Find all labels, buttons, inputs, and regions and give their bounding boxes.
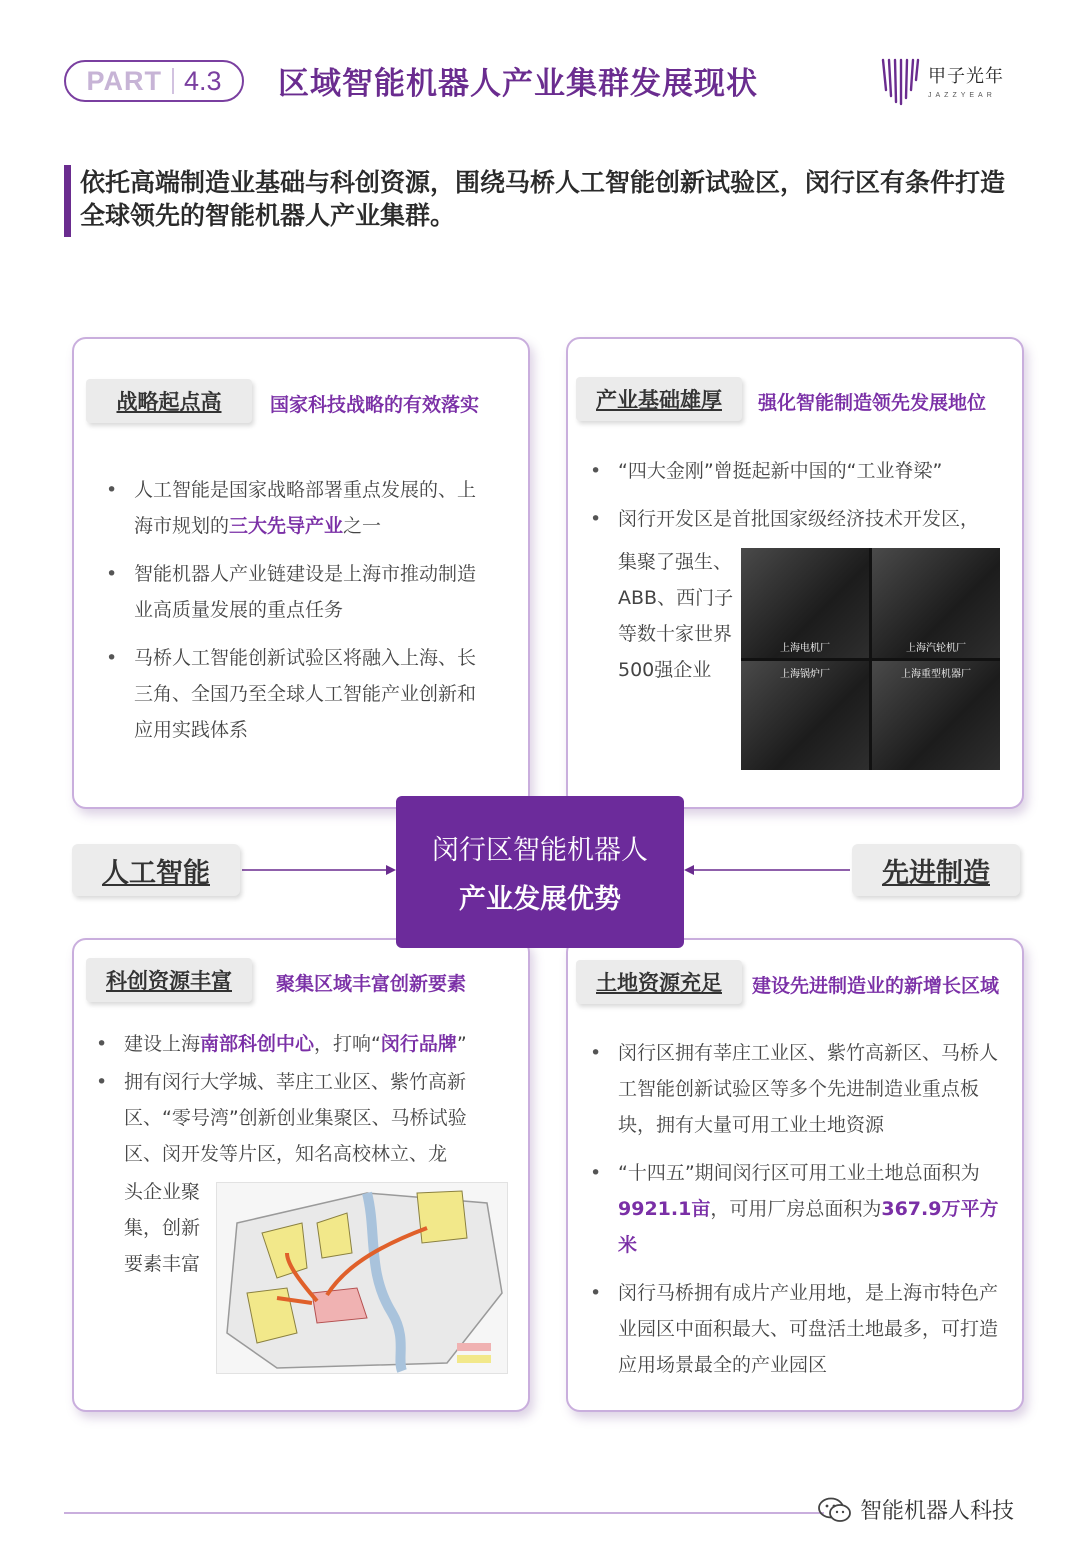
list-item: • “四大金刚”曾挺起新中国的“工业脊梁” bbox=[590, 453, 1010, 489]
page-title: 区域智能机器人产业集群发展现状 bbox=[278, 66, 758, 102]
innovation-tail-text: 头企业聚集，创新要素丰富 bbox=[124, 1181, 201, 1275]
list-item: • 智能机器人产业链建设是上海市推动制造业高质量发展的重点任务 bbox=[106, 556, 476, 628]
panel-subtitle: 聚集区域丰富创新要素 bbox=[276, 973, 467, 995]
list-item: • 马桥人工智能创新试验区将融入上海、长三角、全国乃至全球人工智能产业创新和应用实践体系 bbox=[106, 640, 476, 748]
panel-tag: 土地资源充足 bbox=[576, 960, 742, 1004]
list-item: • 闵行开发区是首批国家级经济技术开发区， bbox=[590, 501, 1010, 537]
highlight-text: 9921.1亩 bbox=[618, 1198, 711, 1220]
panel-bullets bbox=[96, 1026, 496, 1172]
brand-subtitle: JAZZYEAR bbox=[928, 92, 996, 99]
panel-tag: 科创资源丰富 bbox=[86, 958, 252, 1002]
panel-bullets bbox=[590, 1035, 1000, 1383]
photo-caption: 上海重型机器厂 bbox=[901, 668, 971, 680]
panel-subtitle: 强化智能制造领先发展地位 bbox=[758, 392, 987, 414]
highlight-text: 三大先导产业 bbox=[229, 515, 344, 537]
list-item: • “十四五”期间闵行区可用工业土地总面积为9921.1亩，可用厂房总面积为367.9万平方米 bbox=[590, 1155, 1000, 1263]
photo-caption: 上海汽轮机厂 bbox=[906, 642, 966, 654]
list-item: • 闵行马桥拥有成片产业用地，是上海市特色产业园区中面积最大、可盘活土地最多，可打造应用场景最全的产业园区 bbox=[590, 1275, 1000, 1383]
panel-subtitle: 建设先进制造业的新增长区域 bbox=[752, 975, 1000, 997]
photo-caption: 上海电机厂 bbox=[780, 642, 830, 654]
side-tag-ai: 人工智能 bbox=[72, 844, 240, 896]
panel-subtitle: 国家科技战略的有效落实 bbox=[270, 394, 480, 416]
part-label: PART bbox=[86, 65, 162, 96]
wechat-icon bbox=[818, 1497, 852, 1523]
center-title-line1: 闵行区智能机器人 bbox=[432, 835, 648, 866]
side-tag-manufacturing: 先进制造 bbox=[852, 844, 1020, 896]
panel-tag: 战略起点高 bbox=[86, 379, 252, 423]
list-item: • 闵行区拥有莘庄工业区、紫竹高新区、马桥人工智能创新试验区等多个先进制造业重点板块，拥有大量可用工业土地资源 bbox=[590, 1035, 1000, 1143]
highlight-text: 南部科创中心 bbox=[200, 1033, 315, 1055]
intro-text: 依托高端制造业基础与科创资源，围绕马桥人工智能创新试验区，闵行区有条件打造全球领先的智能机器人产业集群。 bbox=[80, 168, 1006, 230]
center-advantage-box bbox=[396, 796, 684, 948]
center-title-line2: 产业发展优势 bbox=[459, 884, 621, 915]
district-map-illustration bbox=[217, 1183, 507, 1373]
district-map bbox=[216, 1182, 508, 1374]
list-item: • 拥有闵行大学城、莘庄工业区、紫竹高新区、“零号湾”创新创业集聚区、马桥试验区、闵开发等片区，知名高校林立、龙 bbox=[96, 1064, 496, 1172]
list-item: • 人工智能是国家战略部署重点发展的、上海市规划的三大先导产业之一 bbox=[106, 472, 476, 544]
list-item: • 建设上海南部科创中心，打响“闵行品牌” bbox=[96, 1026, 496, 1062]
footer-divider bbox=[64, 1512, 824, 1514]
highlight-text: 367.9万平方米 bbox=[618, 1198, 999, 1256]
brand-name: 甲子光年 bbox=[928, 66, 1004, 87]
highlight-text: 闵行品牌 bbox=[380, 1033, 457, 1055]
part-number: 4.3 bbox=[183, 65, 222, 96]
panel-tag: 产业基础雄厚 bbox=[576, 377, 742, 421]
wechat-account bbox=[818, 1494, 1014, 1525]
wechat-account-name: 智能机器人科技 bbox=[860, 1499, 1015, 1524]
photo-caption: 上海锅炉厂 bbox=[780, 668, 830, 680]
companies-text: 集聚了强生、ABB、西门子等数十家世界500强企业 bbox=[618, 551, 734, 681]
panel-land-resources bbox=[566, 938, 1024, 1412]
